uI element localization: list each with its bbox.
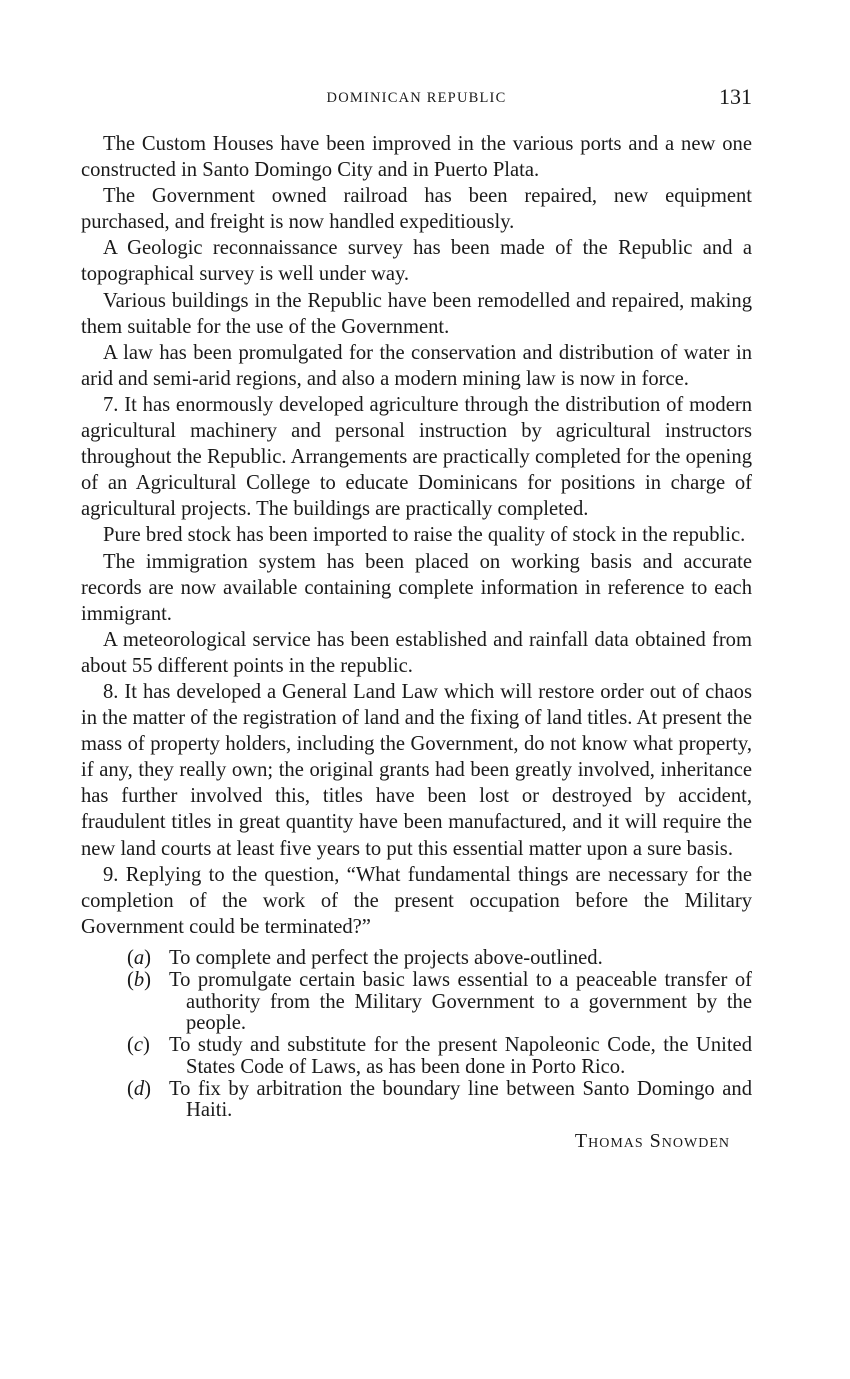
document-page	[81, 84, 752, 1153]
list-item-letter: (a)	[127, 946, 152, 969]
list-item	[81, 948, 752, 970]
list-item	[81, 1035, 752, 1079]
paragraph: The immigration system has been placed on working basis and accurate records are now available containing complete information in reference to each immigrant.	[81, 550, 752, 625]
paragraph: 7. It has enormously developed agriculture through the distribution of modern agricultural machinery and personal instruction by agricultural instructors throughout the Republic. Arrangements are practically completed for the opening of an Agricultural College to educate Dominicans for positions in charge of agricultural projects. The buildings are practically completed.	[81, 393, 752, 521]
body-text	[81, 131, 752, 940]
list-item-text: To complete and perfect the projects above-outlined.	[169, 946, 603, 969]
paragraph: A meteorological service has been established and rainfall data obtained from about 55 different points in the republic.	[81, 628, 752, 677]
paragraph: 9. Replying to the question, “What fundamental things are necessary for the completion of the work of the present occupation before the Military Government could be terminated?”	[81, 863, 752, 938]
list-item-letter: (c)	[127, 1034, 150, 1057]
page-number: 131	[719, 84, 752, 109]
requirements-list	[81, 948, 752, 1122]
list-item-text: To fix by arbitration the boundary line between Santo Domingo and Haiti.	[169, 1077, 752, 1122]
paragraph: Pure bred stock has been imported to raise the quality of stock in the republic.	[103, 524, 746, 547]
paragraph: The Government owned railroad has been repaired, new equipment purchased, and freight is now handled expeditiously.	[81, 185, 752, 234]
paragraph: Various buildings in the Republic have been remodelled and repaired, making them suitable for the use of the Government.	[81, 289, 752, 338]
list-item	[81, 1079, 752, 1123]
paragraph: A law has been promulgated for the conservation and distribution of water in arid and semi-arid regions, and also a modern mining law is now in force.	[81, 341, 752, 390]
list-item-text: To study and substitute for the present Napoleonic Code, the United States Code of Laws, as has been done in Porto Rico.	[169, 1034, 752, 1078]
paragraph: The Custom Houses have been improved in the various ports and a new one constructed in Santo Domingo City and in Puerto Plata.	[81, 133, 752, 182]
paragraph: 8. It has developed a General Land Law which will restore order out of chaos in the matter of the registration of land and the fixing of land titles. At present the mass of property holders, including the Government, do not know what property, if any, they really own; the original grants had been greatly involved, inheritance has further involved this, titles have been lost or destroyed by accident, fraudulent titles in great quantity have been manufactured, and it will require the new land courts at least five years to put this essential matter upon a sure basis.	[81, 680, 752, 860]
signature: Thomas Snowden	[574, 1130, 730, 1153]
running-head	[81, 84, 752, 114]
list-item-letter: (b)	[127, 968, 152, 991]
running-title: DOMINICAN REPUBLIC	[326, 90, 507, 106]
paragraph: A Geologic reconnaissance survey has been made of the Republic and a topographical survey is well under way.	[81, 237, 752, 286]
list-item-letter: (d)	[127, 1077, 152, 1100]
list-item	[81, 970, 752, 1035]
list-item-text: To promulgate certain basic laws essential to a peaceable transfer of authority from the Military Government to a government by the people.	[169, 968, 752, 1035]
